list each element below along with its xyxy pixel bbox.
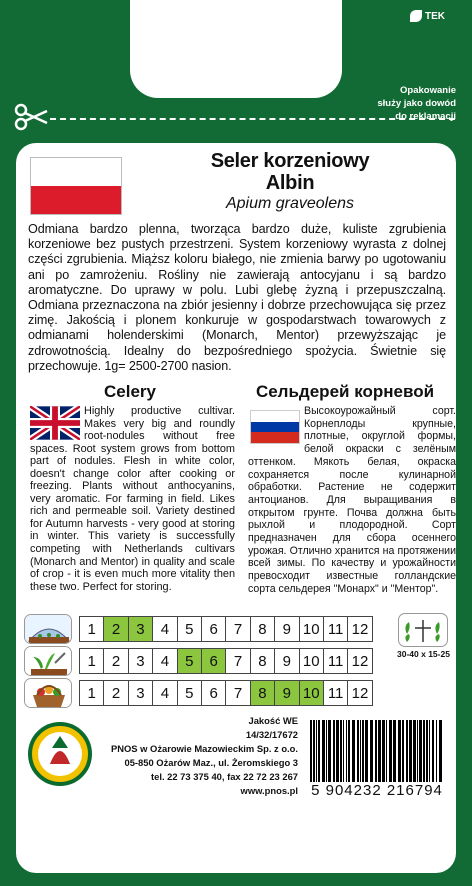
company-name-rest: w Ożarowie Mazowieckim Sp. z o.o. bbox=[137, 743, 298, 754]
month-cell: 6 bbox=[201, 680, 226, 706]
company-address: 05-850 Ożarów Maz., ul. Żeromskiego 3 bbox=[124, 757, 298, 768]
month-cell: 5 bbox=[177, 616, 202, 642]
polish-description: Odmiana bardzo plenna, tworząca bardzo duże, kuliste zgrubienia korzeniowe bez pustych przestrzeni. System korzeniowy wyrasta z dolnej części zgrubienia. Miąższ koloru białego, nie zmienia barwy po ugotowaniu ani po zamrożeniu. Rośliny nie zawierają antocyjanu i są bardzo aromatyczne. Do uprawy w polu. Lubi glebę żyzną i przepuszczalną. Odmiana przeznaczona na zbiór jesienny i dobrze przechowująca się przez zimę. Jakością i plonem konkuruje w gospodarstwach towarowych z odmianami holenderskimi (Monarch, Mentor) przewyższając je zdrowotnością. Idealny do bezpośredniego spożycia. Świetnie się przechowuje. 1g= 2500-2700 nasion. bbox=[28, 222, 446, 373]
english-description bbox=[30, 405, 235, 610]
lot-code: 14/32/17672 bbox=[245, 729, 298, 740]
month-cell: 8 bbox=[250, 648, 275, 674]
brand-tek bbox=[410, 10, 445, 22]
barcode-bar bbox=[318, 720, 320, 782]
harvest-basket-icon bbox=[24, 678, 72, 708]
month-cell: 8 bbox=[250, 616, 275, 642]
month-cell: 11 bbox=[323, 648, 348, 674]
month-cell: 10 bbox=[299, 648, 324, 674]
month-cell: 6 bbox=[201, 616, 226, 642]
month-cell: 12 bbox=[347, 680, 372, 706]
barcode-bar bbox=[310, 720, 312, 782]
month-cell: 9 bbox=[274, 680, 299, 706]
barcode-number: 5 904232 216794 bbox=[311, 782, 443, 799]
month-cell: 1 bbox=[79, 680, 104, 706]
month-cell: 11 bbox=[323, 616, 348, 642]
month-cell: 9 bbox=[274, 648, 299, 674]
barcode-bar bbox=[417, 720, 418, 782]
barcode-bar bbox=[365, 720, 368, 782]
plant-spacing-text: 30-40 x 15-25 bbox=[397, 649, 450, 659]
barcode-bar bbox=[389, 720, 392, 782]
barcode-bar bbox=[352, 720, 355, 782]
barcode-bar bbox=[333, 720, 335, 782]
proof-note-line: służy jako dowód bbox=[377, 98, 456, 109]
barcode-bar bbox=[322, 720, 325, 782]
calendar-row-harvest bbox=[24, 678, 448, 708]
barcode-bar bbox=[336, 720, 339, 782]
month-cells bbox=[80, 646, 373, 674]
month-cell: 3 bbox=[128, 648, 153, 674]
barcode-bar bbox=[346, 720, 347, 782]
russian-title: Сельдерей корневой bbox=[255, 382, 435, 401]
month-cell: 6 bbox=[201, 648, 226, 674]
tek-label: TEK bbox=[425, 10, 445, 22]
month-cell: 9 bbox=[274, 616, 299, 642]
month-cell: 2 bbox=[103, 680, 128, 706]
variety-name: Albin bbox=[265, 172, 315, 194]
latin-name: Apium graveolens bbox=[225, 195, 355, 212]
planting-icon bbox=[24, 646, 72, 676]
russian-description bbox=[248, 405, 456, 600]
barcode-bar bbox=[375, 720, 377, 782]
english-title: Celery bbox=[104, 382, 156, 401]
barcode-bar bbox=[426, 720, 428, 782]
flag-poland bbox=[30, 157, 122, 215]
month-cells bbox=[80, 678, 373, 706]
month-cell: 12 bbox=[347, 616, 372, 642]
barcode-bar bbox=[439, 720, 442, 782]
proof-note-line: do reklamacji bbox=[395, 111, 456, 122]
month-cell: 4 bbox=[152, 680, 177, 706]
barcode bbox=[308, 720, 448, 782]
month-cell: 2 bbox=[103, 616, 128, 642]
barcode-bar bbox=[362, 720, 364, 782]
month-cell: 5 bbox=[177, 648, 202, 674]
barcode-bar bbox=[429, 720, 430, 782]
greenhouse-sowing-icon bbox=[24, 614, 72, 644]
barcode-bar bbox=[436, 720, 437, 782]
barcode-bar bbox=[378, 720, 381, 782]
barcode-bar bbox=[348, 720, 350, 782]
proof-note-line: Opakowanie bbox=[400, 85, 456, 96]
company-name-bold: PNOS bbox=[110, 743, 138, 754]
month-cell: 10 bbox=[299, 680, 324, 706]
month-cell: 3 bbox=[128, 616, 153, 642]
company-phone: tel. 22 73 375 40, fax 22 72 23 267 bbox=[151, 771, 298, 782]
barcode-bar bbox=[360, 720, 361, 782]
leaf-icon bbox=[410, 10, 422, 22]
barcode-bar bbox=[357, 720, 359, 782]
product-name: Seler korzeniowy bbox=[210, 150, 370, 172]
calendar-row-sowing bbox=[24, 614, 448, 644]
month-cell: 10 bbox=[299, 616, 324, 642]
hang-tab bbox=[130, 0, 342, 98]
calendar-row-planting bbox=[24, 646, 448, 676]
russian-text: Высокоурожайный сорт. Корнеплоды крупные, плотные, округлой формы, белой окраски с зелёным оттенком. Мякоть белая, окраска сохраняется после кулинарной обработки. Растение не содержит антоцианов. Для выращивания в открытом грунте. Почва должна быть рыхлой и плодородной. Сорт предназначен для сбора осеннего урожая. Отлично хранится на протяжении всей зимы. По качеству и урожайности превосходит известные голландские сорта сельдерея "Монарх" и "Ментор". bbox=[248, 405, 456, 595]
cut-line bbox=[50, 118, 455, 120]
company-name bbox=[60, 742, 298, 756]
barcode-bar bbox=[328, 720, 331, 782]
barcode-bar bbox=[413, 720, 416, 782]
barcode-bar bbox=[393, 720, 396, 782]
company-info bbox=[60, 714, 298, 798]
month-cell: 7 bbox=[225, 648, 250, 674]
english-text: Highly productive cultivar. Makes very big and roundly root-nodules without free spaces. Root system grows from bottom part of nodules. Flesh in white color, doesn't change color after cooking or freezing. Plants without anthocyanins, very aromatic. For farming in field. Likes rich and permeable soil. Variety destined for Autumn harvests - very good at storing in winter. This variety is successfully competing with Netherlands cultivars (Monarch and Mentor) in quality and scale of crop - it is even much more vitality then these two. Perfect for storing. bbox=[30, 405, 235, 593]
barcode-bar bbox=[340, 720, 342, 782]
barcode-bar bbox=[382, 720, 385, 782]
quality-label: Jakość WE bbox=[248, 715, 298, 726]
barcode-bar bbox=[423, 720, 425, 782]
month-cell: 2 bbox=[103, 648, 128, 674]
month-cell: 1 bbox=[79, 616, 104, 642]
barcode-bar bbox=[406, 720, 408, 782]
month-cell: 7 bbox=[225, 616, 250, 642]
barcode-bar bbox=[313, 720, 315, 782]
month-cell: 8 bbox=[250, 680, 275, 706]
month-cell: 4 bbox=[152, 616, 177, 642]
barcode-bar bbox=[370, 720, 373, 782]
barcode-bar bbox=[316, 720, 317, 782]
barcode-bar bbox=[386, 720, 387, 782]
month-cell: 12 bbox=[347, 648, 372, 674]
month-cell: 3 bbox=[128, 680, 153, 706]
company-web: www.pnos.pl bbox=[240, 785, 298, 796]
plant-spacing-icon bbox=[398, 613, 448, 647]
barcode-bar bbox=[402, 720, 404, 782]
month-cell: 11 bbox=[323, 680, 348, 706]
month-cell: 4 bbox=[152, 648, 177, 674]
product-title bbox=[140, 150, 440, 214]
barcode-bar bbox=[432, 720, 434, 782]
barcode-bar bbox=[419, 720, 422, 782]
month-cell: 5 bbox=[177, 680, 202, 706]
barcode-bar bbox=[326, 720, 327, 782]
month-cell: 1 bbox=[79, 648, 104, 674]
month-cell: 7 bbox=[225, 680, 250, 706]
barcode-bar bbox=[343, 720, 344, 782]
scissors-icon bbox=[14, 102, 48, 132]
barcode-bar bbox=[398, 720, 401, 782]
barcode-bar bbox=[409, 720, 412, 782]
month-cells bbox=[80, 614, 373, 642]
